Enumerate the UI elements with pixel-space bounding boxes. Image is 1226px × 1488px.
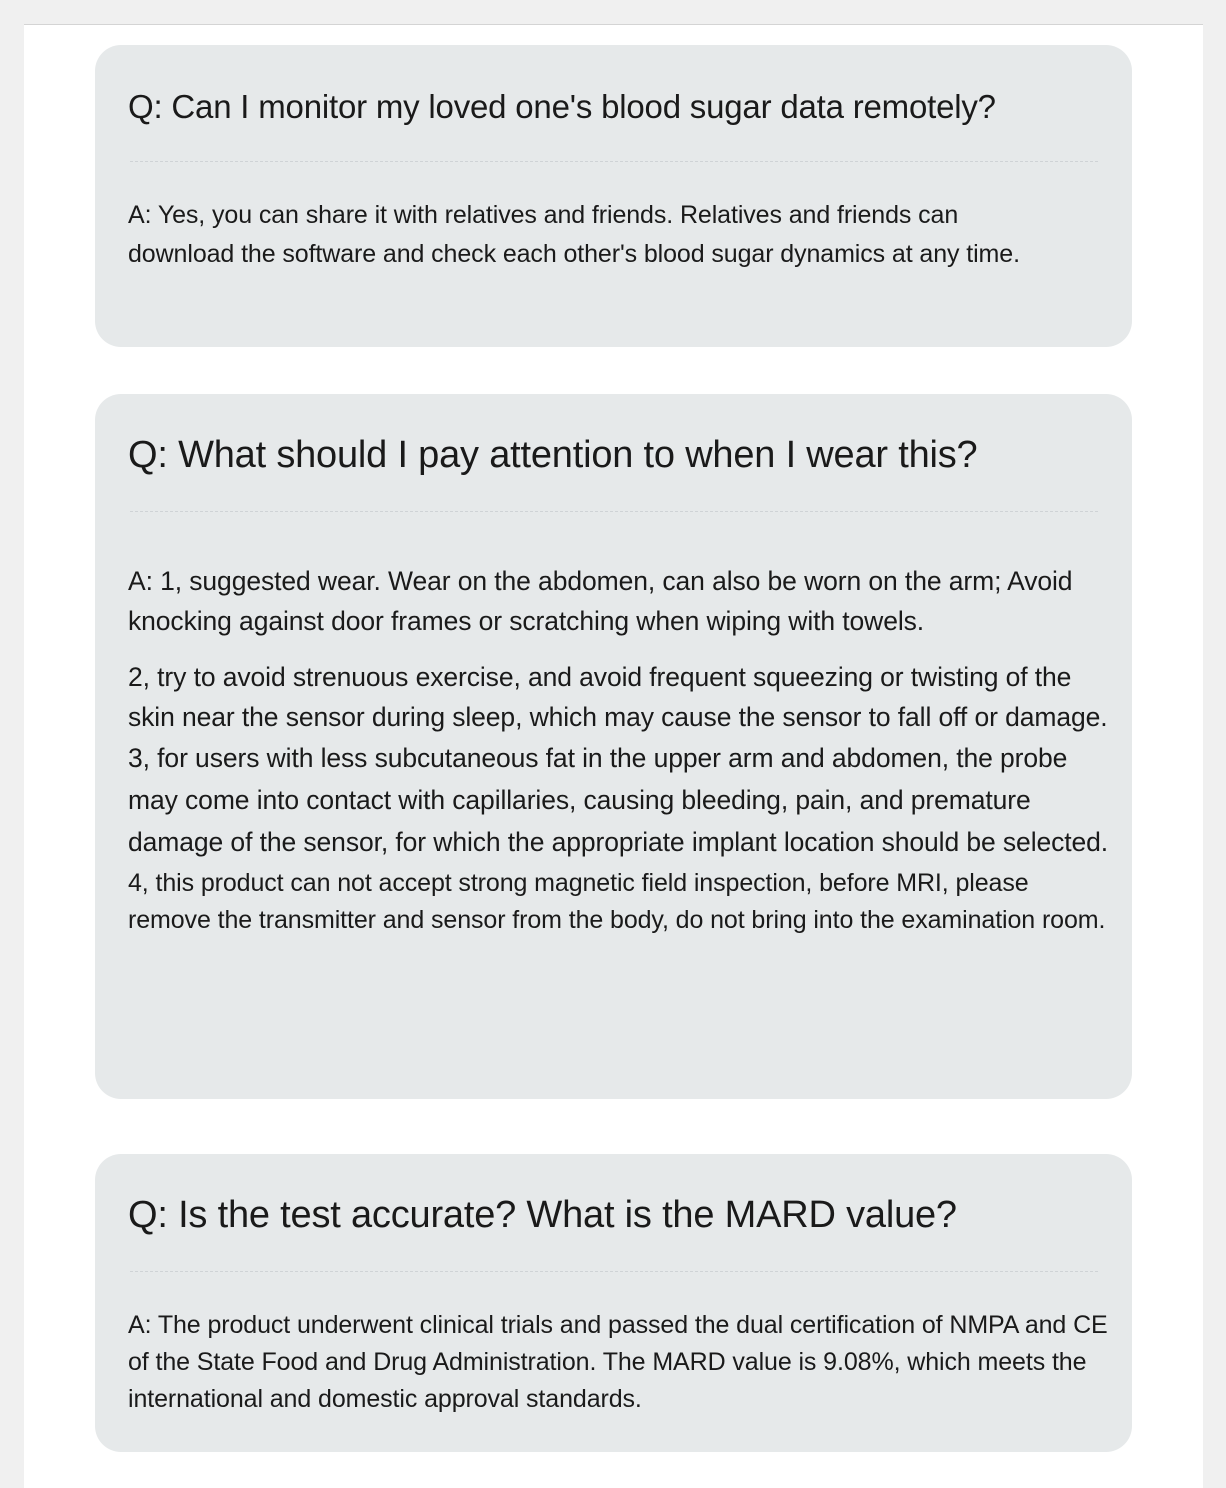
faq-divider <box>130 1271 1098 1272</box>
faq-answer-paragraph: A: 1, suggested wear. Wear on the abdomen, can also be worn on the arm; Avoid knocking against door frames or scratching when wiping with towels. <box>128 566 1073 636</box>
faq-question: Q: What should I pay attention to when I wear this? <box>128 434 978 476</box>
faq-answer <box>128 1307 1113 1418</box>
faq-card <box>95 1154 1132 1452</box>
faq-divider <box>130 511 1098 512</box>
faq-question: Q: Is the test accurate? What is the MARD value? <box>128 1194 957 1236</box>
faq-page <box>24 24 1203 1488</box>
faq-answer-paragraph: 4, this product can not accept strong magnetic field inspection, before MRI, please remove the transmitter and sensor from the body, do not bring into the examination room. <box>128 869 1106 934</box>
faq-answer-paragraph: 2, try to avoid strenuous exercise, and avoid frequent squeezing or twisting of the skin near the sensor during sleep, which may cause the sensor to fall off or damage. <box>128 662 1108 732</box>
faq-card <box>95 394 1132 1099</box>
faq-answer-text: A: The product underwent clinical trials and passed the dual certification of NMPA and CE of the State Food and Drug Administration. The MARD value is 9.08%, which meets the international and domestic approval standards. <box>128 1311 1108 1413</box>
faq-question: Q: Can I monitor my loved one's blood sugar data remotely? <box>128 88 996 125</box>
faq-answer <box>128 561 1113 939</box>
faq-answer-text: A: Yes, you can share it with relatives and friends. Relatives and friends can download the software and check each other's blood sugar dynamics at any time. <box>128 201 1020 268</box>
faq-card <box>95 45 1132 347</box>
faq-answer <box>128 196 1068 274</box>
faq-answer-paragraph: 3, for users with less subcutaneous fat in the upper arm and abdomen, the probe may come into contact with capillaries, causing bleeding, pain, and premature damage of the sensor, for which the appropriate implant location should be selected. <box>128 743 1109 857</box>
faq-divider <box>130 161 1098 162</box>
